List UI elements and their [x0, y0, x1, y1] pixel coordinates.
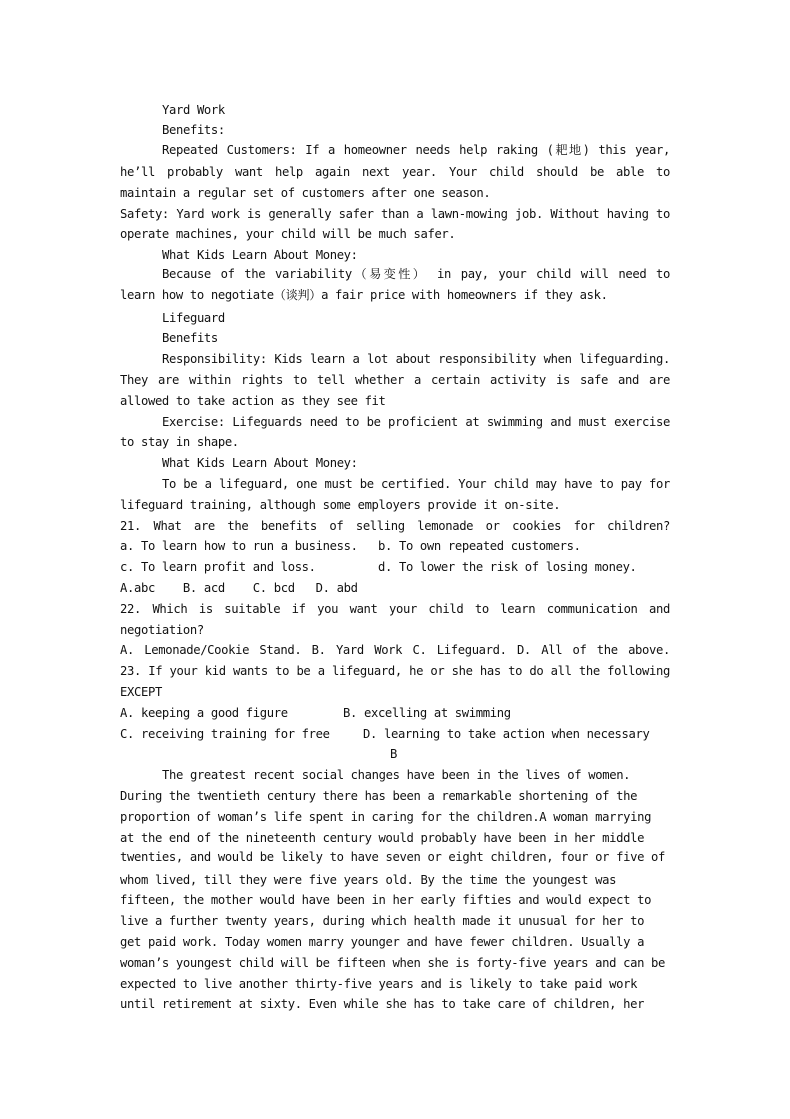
- text-line: Exercise: Lifeguards need to be proficient at swimming and must exercise: [162, 415, 670, 429]
- text-line: Safety: Yard work is generally safer than a lawn-mowing job. Without having to: [120, 207, 670, 221]
- heading-money: What Kids Learn About Money:: [162, 248, 358, 262]
- text-line: whom lived, till they were five years old. By the time the youngest was: [120, 873, 617, 887]
- text-line: Repeated Customers: If a homeowner needs help raking (耙地) this year,: [162, 143, 670, 157]
- question-21: 21. What are the benefits of selling lemonade or cookies for children?: [120, 519, 670, 533]
- question-22: 22. Which is suitable if you want your child to learn communication and: [120, 602, 670, 616]
- heading-lifeguard: Lifeguard: [162, 311, 225, 325]
- text-line: live a further twenty years, during which health made it unusual for her to: [120, 914, 645, 928]
- text-line: fifteen, the mother would have been in her early fifties and would expect to: [120, 893, 652, 907]
- text-line: learn how to negotiate（谈判）a fair price with homeowners if they ask.: [120, 288, 608, 302]
- text-line: Because of the variability（易变性） in pay, your child will need to: [162, 267, 670, 281]
- text-line: proportion of woman’s life spent in caring for the children.A woman marrying: [120, 810, 652, 824]
- option-d: d. To lower the risk of losing money.: [378, 560, 637, 574]
- option-b: B. excelling at swimming: [343, 706, 511, 720]
- option-d: D. learning to take action when necessary: [363, 727, 650, 741]
- text-line: at the end of the nineteenth century would probably have been in her middle: [120, 831, 645, 845]
- text-line: To be a lifeguard, one must be certified. Your child may have to pay for: [162, 477, 670, 491]
- text-line: until retirement at sixty. Even while she has to take care of children, her: [120, 997, 645, 1011]
- text-line: get paid work. Today women marry younger and have fewer children. Usually a: [120, 935, 645, 949]
- text-line: lifeguard training, although some employers provide it on-site.: [120, 498, 561, 512]
- section-label-b: B: [390, 747, 397, 761]
- text-line: During the twentieth century there has been a remarkable shortening of the: [120, 789, 638, 803]
- text-line: twenties, and would be likely to have seven or eight children, four or five of: [120, 850, 666, 864]
- text-line: The greatest recent social changes have been in the lives of women.: [162, 768, 631, 782]
- text-line: EXCEPT: [120, 685, 162, 699]
- option-c: C. receiving training for free: [120, 727, 330, 741]
- text-line: Responsibility: Kids learn a lot about responsibility when lifeguarding.: [162, 352, 670, 366]
- heading-money: What Kids Learn About Money:: [162, 456, 358, 470]
- option-a: a. To learn how to run a business.: [120, 539, 358, 553]
- heading-benefits: Benefits: [162, 331, 218, 345]
- text-line: operate machines, your child will be much safer.: [120, 227, 456, 241]
- text-line: They are within rights to tell whether a certain activity is safe and are: [120, 373, 670, 387]
- option-b: b. To own repeated customers.: [378, 539, 581, 553]
- text-line: to stay in shape.: [120, 435, 239, 449]
- question-23: 23. If your kid wants to be a lifeguard, he or she has to do all the following: [120, 664, 670, 678]
- option-a: A. keeping a good figure: [120, 706, 288, 720]
- heading-benefits: Benefits:: [162, 123, 225, 137]
- heading-yard-work: Yard Work: [162, 103, 225, 117]
- answer-choices-22: A. Lemonade/Cookie Stand. B. Yard Work C. Lifeguard. D. All of the above.: [120, 643, 670, 657]
- text-line: maintain a regular set of customers after one season.: [120, 186, 491, 200]
- text-line: expected to live another thirty-five years and is likely to take paid work: [120, 977, 638, 991]
- text-line: negotiation?: [120, 623, 204, 637]
- option-c: c. To learn profit and loss.: [120, 560, 316, 574]
- text-line: woman’s youngest child will be fifteen when she is forty-five years and can be: [120, 956, 666, 970]
- text-line: allowed to take action as they see fit: [120, 394, 386, 408]
- text-line: he’ll probably want help again next year. Your child should be able to: [120, 165, 670, 179]
- answer-choices-21: A.abc B. acd C. bcd D. abd: [120, 581, 358, 595]
